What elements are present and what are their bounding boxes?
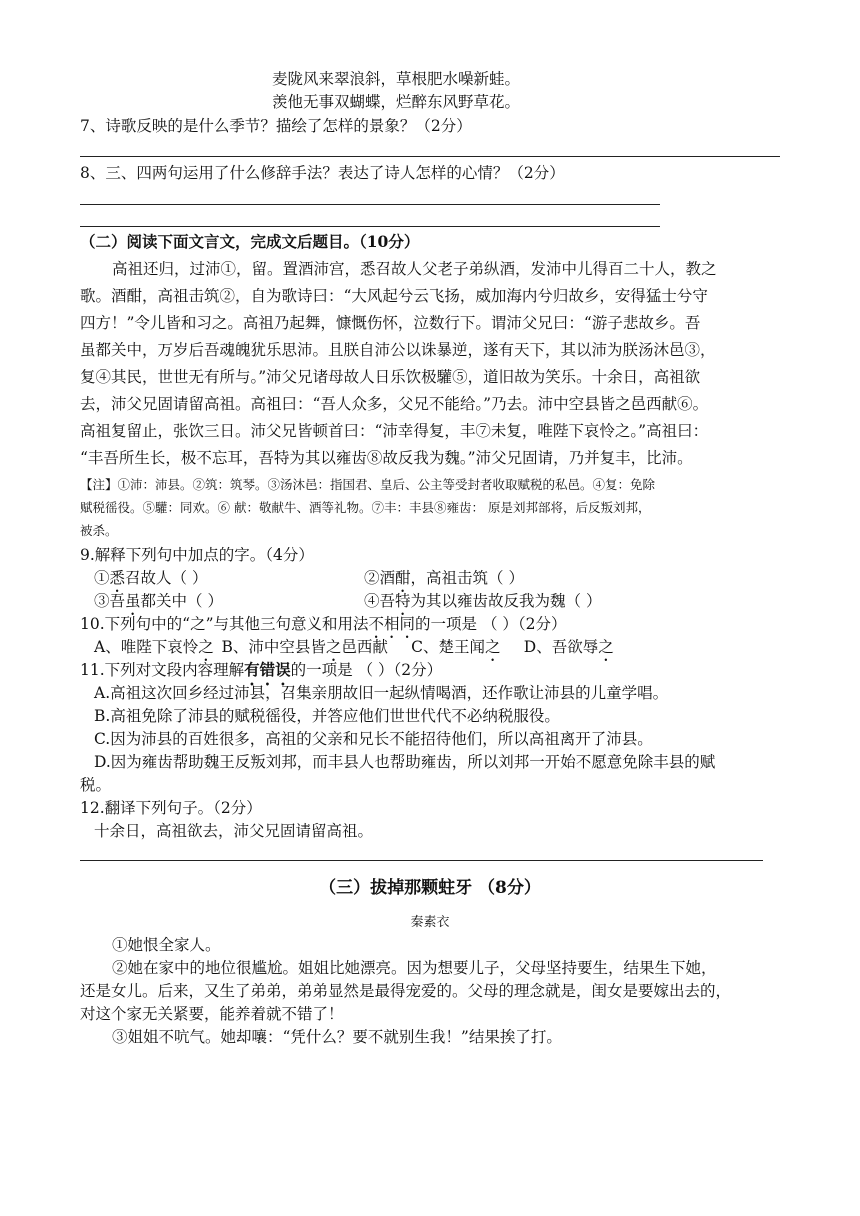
q11-option-a[interactable]: A.高祖这次回乡经过沛县，召集亲朋故旧一起纵情喝酒，还作歌让沛县的儿童学唱。: [94, 684, 669, 702]
q10-option-b[interactable]: B、沛中空县皆之邑西献: [221, 638, 388, 656]
question-7: 7、诗歌反映的是什么季节？描绘了怎样的景象？（2分）: [80, 117, 472, 135]
passage-line-7: 高祖复留止，张饮三日。沛父兄皆顿首曰：“沛幸得复，丰⑦未复，唯陛下哀怜之。”高祖曰：: [80, 422, 709, 440]
article-paragraph-1: ①她恨全家人。: [112, 936, 221, 954]
section-2-heading: （二）阅读下面文言文，完成文后题目。（10分）: [80, 232, 420, 251]
dotted-char: 特: [395, 592, 411, 610]
q11-option-d-cont: 税。: [80, 776, 112, 794]
question-9: 9.解释下列句中加点的字。（4分）: [80, 546, 314, 564]
note-line-2: 赋税徭役。⑤驩：同欢。⑥ 献：敬献牛、酒等礼物。⑦丰：丰县⑧雍齿： 原是刘邦部将，后反叛刘邦，: [80, 500, 651, 515]
q11-option-c[interactable]: C.因为沛县的百姓很多，高祖的父亲和兄长不能招待他们，所以高祖离开了沛县。: [94, 730, 653, 748]
q9-item-b: ②酒酣，高祖击筑（ ）: [364, 569, 524, 587]
answer-line-q8-1[interactable]: [80, 204, 660, 205]
article-paragraph-2-line-3: 对这个家无关紧要，能养着就不错了！: [80, 1005, 344, 1023]
q10-option-a[interactable]: A、唯陛下哀怜之: [94, 638, 214, 656]
question-11: 11.下列对文段内容理解有错误的一项是 （ ）（2分）: [80, 660, 443, 679]
dotted-char: 虽: [125, 592, 141, 610]
article-paragraph-2-line-2: 还是女儿。后来，又生了弟弟，弟弟显然是最得宠爱的。父母的理念就是，闺女是要嫁出去的，: [80, 982, 732, 1000]
q10-option-c[interactable]: C、楚王闻之: [411, 638, 501, 656]
answer-line-q8-2[interactable]: [80, 226, 660, 227]
passage-line-1: 高祖还归，过沛①，留。置酒沛宫，悉召故人父老子弟纵酒，发沛中儿得百二十人，教之: [112, 260, 717, 278]
note-line-1: 【注】①沛：沛县。②筑：筑琴。③汤沐邑：指国君、皇后、公主等受封者收取赋税的私邑。④复：免除: [80, 477, 656, 492]
poem-line-4: 羡他无事双蝴蝶，烂醉东风野草花。: [272, 93, 521, 111]
article-paragraph-3: ③姐姐不吭气。她却嚷：“凭什么？要不就别生我！”结果挨了打。: [112, 1028, 562, 1046]
poem-line-3: 麦陇风来翠浪斜，草根肥水噪新蛙。: [272, 70, 521, 88]
q9-item-c: ③吾虽都关中（ ）: [94, 592, 223, 610]
dotted-char: 悉: [109, 569, 126, 587]
section-3-title: （三）拔掉那颗蛀牙 （8分）: [319, 878, 541, 898]
question-8: 8、三、四两句运用了什么修辞手法？表达了诗人怎样的心情？（2分）: [80, 164, 565, 182]
passage-line-2: 歌。酒酣，高祖击筑②，自为歌诗曰：“大风起兮云飞扬，威加海内兮归故乡，安得猛士兮守: [80, 287, 708, 305]
passage-line-6: 去，沛父兄固请留高祖。高祖曰：“吾人众多，父兄不能给。”乃去。沛中空县皆之邑西献⑥。: [80, 395, 709, 413]
q11-option-b[interactable]: B.高祖免除了沛县的赋税徭役，并答应他们世世代代不必纳税服役。: [94, 707, 560, 725]
note-line-3: 被杀。: [80, 523, 118, 538]
passage-line-5: 复④其民，世世无有所与。”沛父兄诸母故人日乐饮极驩⑤，道旧故为笑乐。十余日，高祖欲: [80, 368, 701, 386]
article-paragraph-2: ②她在家中的地位很尴尬。姐姐比她漂亮。因为想要儿子，父母坚持要生，结果生下她，: [112, 959, 717, 977]
q10-option-d[interactable]: D、吾欲辱之: [523, 638, 614, 656]
q9-item-d: ④吾特为其以雍齿故反我为魏（ ）: [364, 592, 602, 610]
question-10: 10.下列句中的“之”与其他三句意义和用法不相同的一项是 （ ）（2分）: [80, 615, 567, 633]
dotted-text: 不相同: [368, 615, 416, 633]
q9-item-a: ①悉召故人（ ）: [94, 569, 208, 587]
dotted-text: 有错误: [244, 660, 291, 679]
question-12: 12.翻译下列句子。（2分）: [80, 799, 262, 817]
answer-line-q7[interactable]: [80, 156, 780, 157]
passage-line-3: 四方！”令儿皆和习之。高祖乃起舞，慷慨伤怀，泣数行下。谓沛父兄曰：“游子悲故乡。吾: [80, 314, 701, 332]
q12-sentence: 十余日，高祖欲去，沛父兄固请留高祖。: [94, 822, 374, 840]
passage-line-8: “丰吾所生长，极不忘耳，吾特为其以雍齿⑧故反我为魏。”沛父兄固请，乃并复丰，比沛。: [80, 449, 693, 467]
dotted-char: 酣: [395, 569, 411, 587]
passage-line-4: 虽都关中，万岁后吾魂魄犹乐思沛。且朕自沛公以诛暴逆，遂有天下，其以沛为朕汤沐邑③，: [80, 341, 716, 359]
section-divider: [80, 860, 763, 861]
article-author: 秦素衣: [410, 915, 450, 930]
q11-option-d[interactable]: D.因为雍齿帮助魏王反叛刘邦，而丰县人也帮助雍齿，所以刘邦一开始不愿意免除丰县的赋: [94, 753, 716, 771]
